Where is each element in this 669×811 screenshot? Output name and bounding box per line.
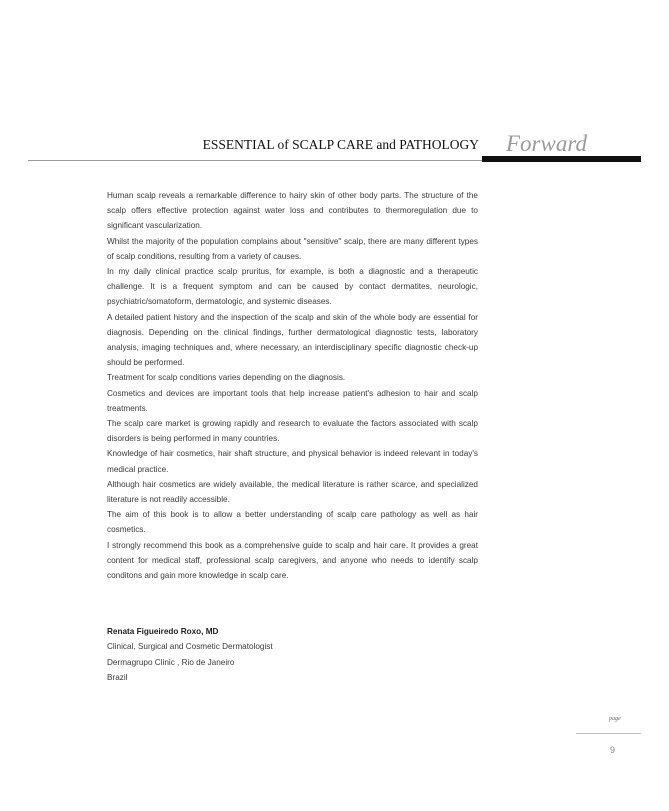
book-title: ESSENTIAL of SCALP CARE and PATHOLOGY (202, 137, 479, 152)
page-rule (576, 733, 641, 734)
paragraph: Whilst the majority of the population complains about "sensitive" scalp, there are many different types of scalp conditions, resulting from a variety of causes. (107, 236, 478, 261)
signature-block (107, 624, 467, 686)
paragraph: I strongly recommend this book as a comprehensive guide to scalp and hair care. It provides a great content for medical staff, professional scalp caregivers, and anyone who needs to identify scalp conditons and gain more knowledge in scalp care. (107, 540, 478, 581)
author-clinic: Dermagrupo Clinic , Rio de Janeiro (107, 657, 235, 667)
paragraph: Knowledge of hair cosmetics, hair shaft structure, and physical behavior is indeed relevant in today's medical practice. (107, 449, 478, 474)
paragraph: Treatment for scalp conditions varies depending on the diagnosis. (107, 373, 346, 383)
author-title: Clinical, Surgical and Cosmetic Dermatologist (107, 642, 273, 652)
paragraph: A detailed patient history and the inspection of the scalp and skin of the whole body are essential for diagnosis. Depending on the clinical findings, further dermatological diagnostic tests, laboratory analysis, imaging techniques and, where necessary, an interdisciplinary specific diagnostic check-up should be performed. (107, 312, 478, 368)
page-label: page (609, 716, 621, 722)
paragraph: The scalp care market is growing rapidly and research to evaluate the factors associated with scalp disorders is being performed in many countries. (107, 419, 478, 444)
body-text (107, 188, 478, 583)
author-name: Renata Figueiredo Roxo, MD (107, 627, 219, 636)
section-title: Forward (506, 131, 587, 156)
author-country: Brazil (107, 673, 128, 683)
paragraph: Although hair cosmetics are widely available, the medical literature is rather scarce, and specialized literature is not readily accessible. (107, 479, 478, 505)
page-number: 9 (610, 745, 616, 755)
paragraph: Cosmetics and devices are important tools that help increase patient's adhesion to hair and scalp treatments. (107, 388, 478, 413)
paragraph: The aim of this book is to allow a better understanding of scalp care pathology as well as hair cosmetics. (107, 510, 478, 535)
header-bar (482, 156, 641, 162)
paragraph: Human scalp reveals a remarkable difference to hairy skin of other body parts. The structure of the scalp offers effective protection against water loss and contributes to thermoregulation due to significant vascularization. (107, 191, 478, 231)
header-rule (28, 160, 482, 161)
paragraph: In my daily clinical practice scalp pruritus, for example, is both a diagnostic and a therapeutic challenge. It is a frequent symptom and can be caused by contact dermatites, neurologic, psychiatric/somatoform, dermatologic, and systemic diseases. (107, 267, 478, 307)
